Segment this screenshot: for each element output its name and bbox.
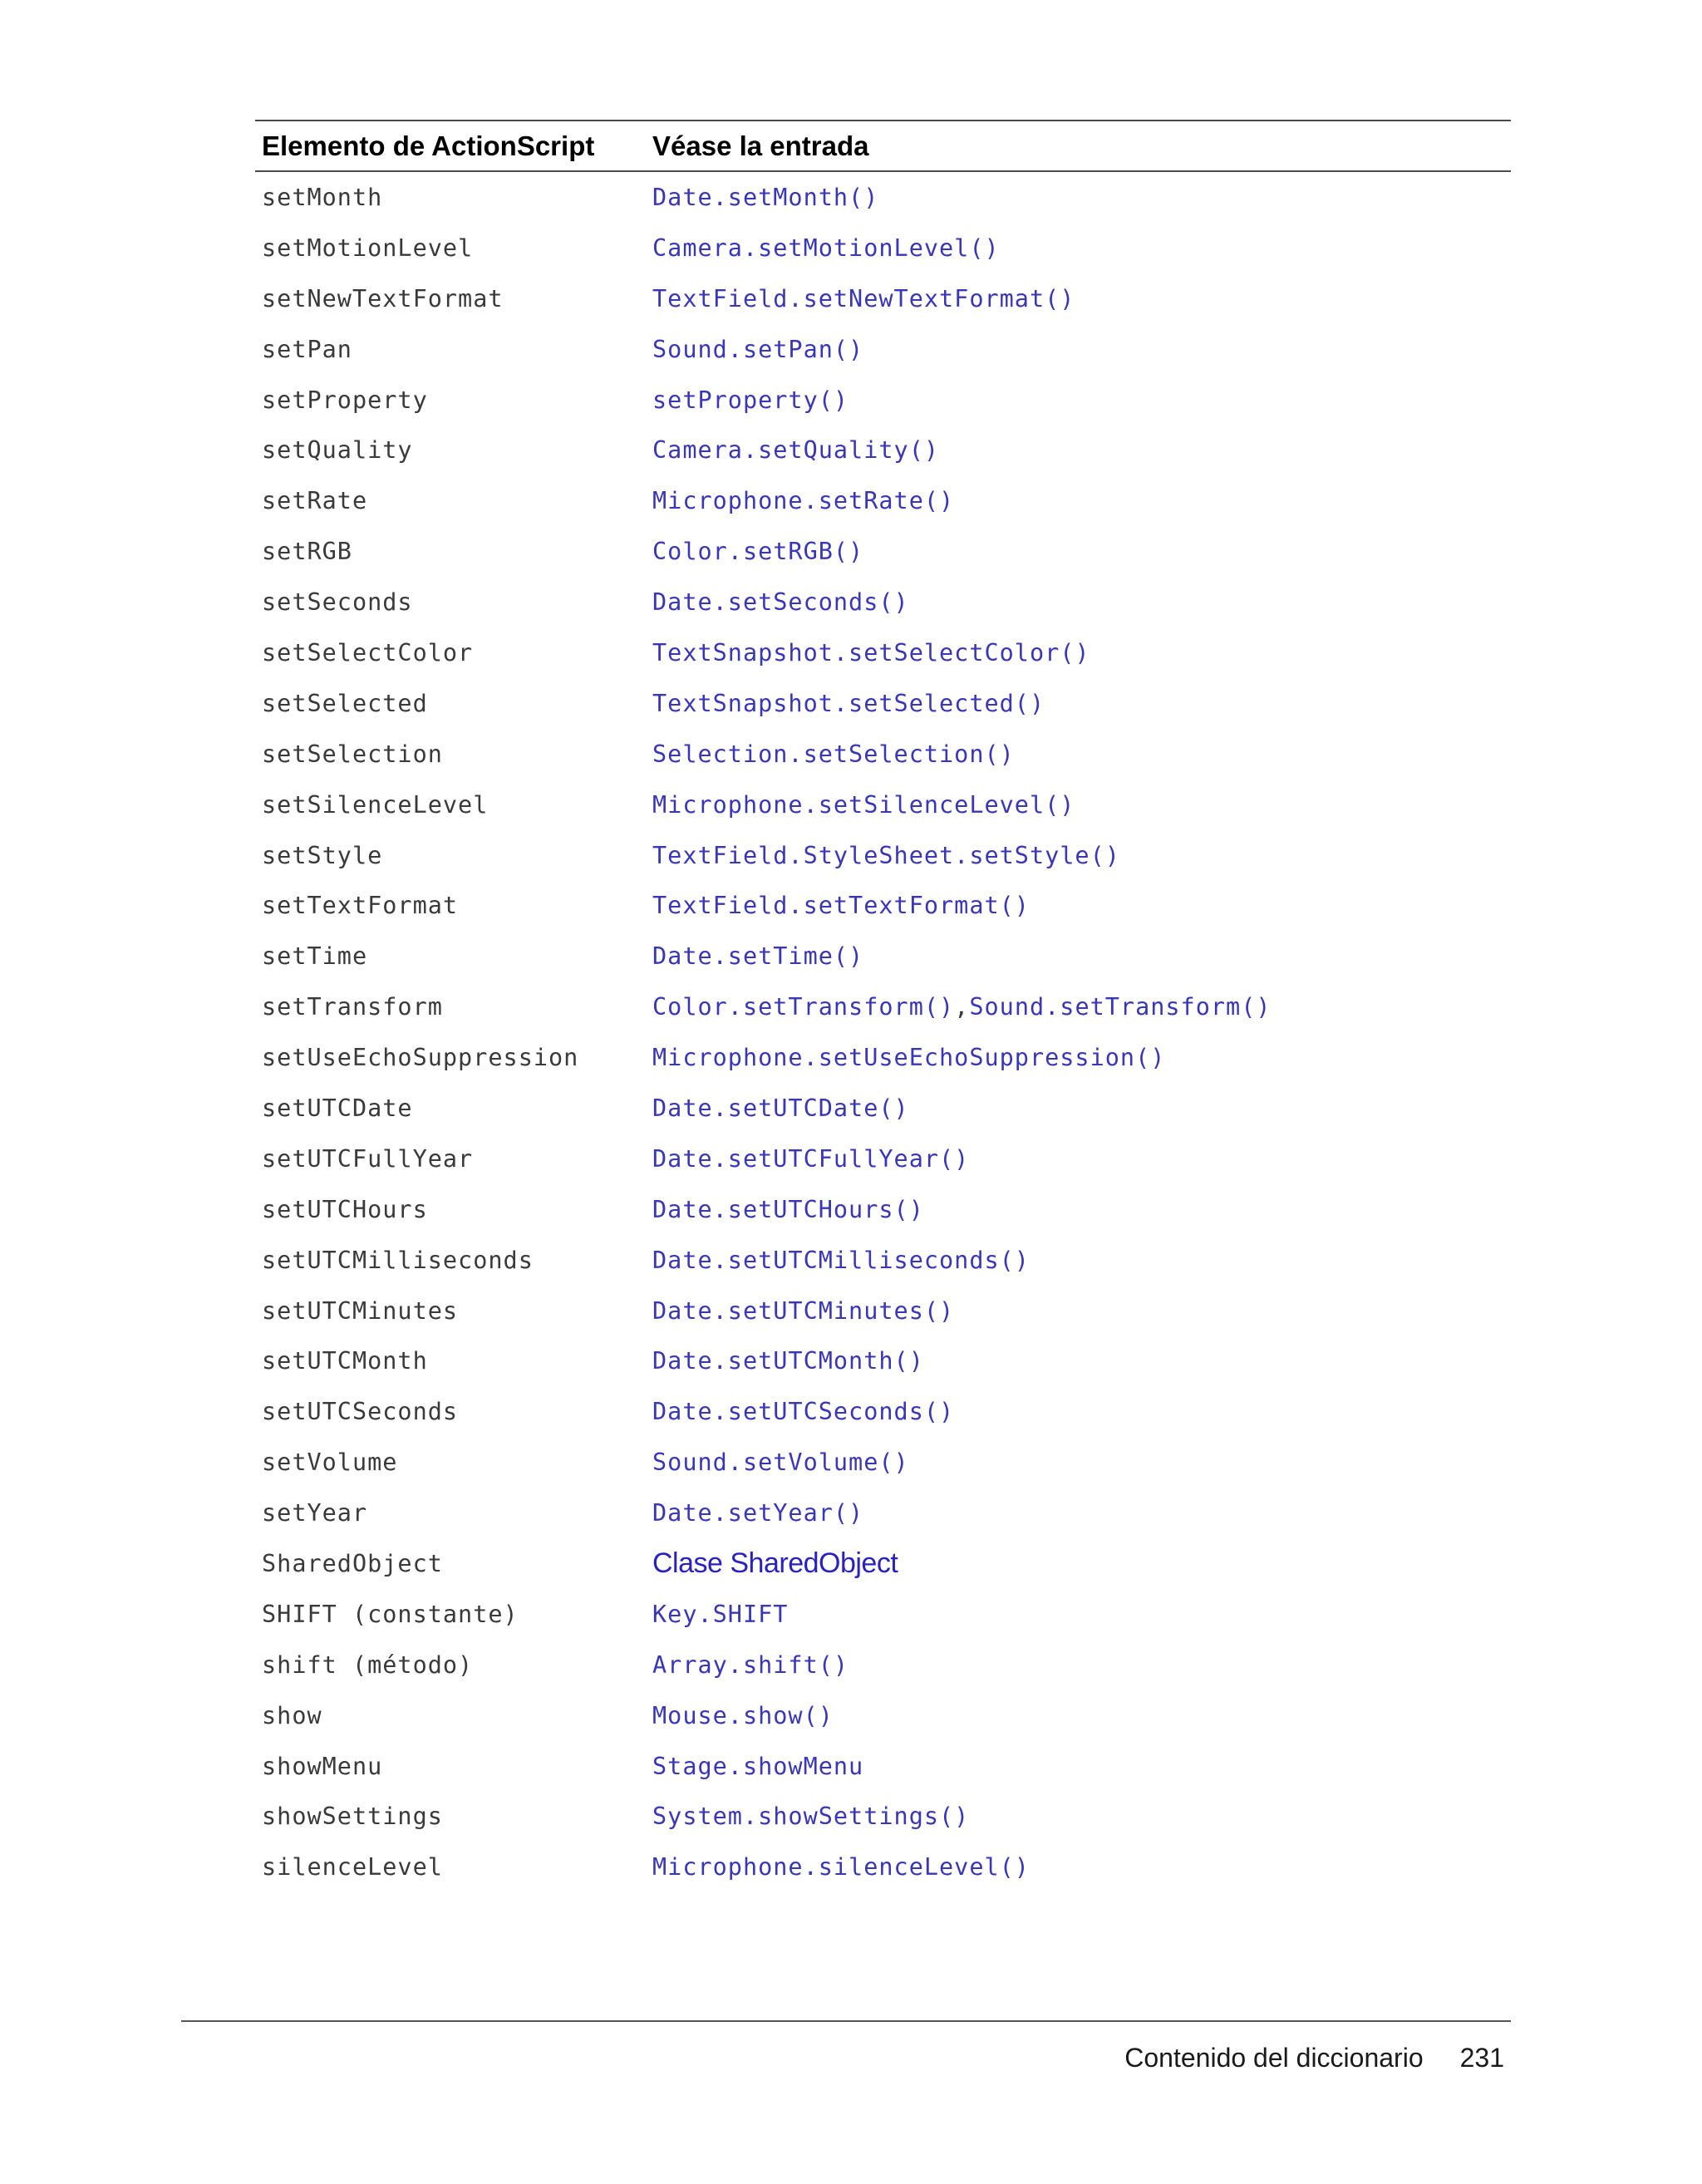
entry-link[interactable]: Selection.setSelection() (652, 740, 1015, 768)
table-row (255, 1690, 1511, 1741)
entry-link[interactable]: Date.setUTCSeconds() (652, 1398, 955, 1426)
entry-link[interactable]: Sound.setTransform() (969, 993, 1272, 1021)
element-name-cell: SharedObject (262, 1549, 443, 1577)
table-header (255, 120, 1511, 172)
element-name-cell: setSeconds (262, 588, 413, 617)
entry-link[interactable]: TextField.setNewTextFormat() (652, 284, 1075, 312)
see-entry-cell (652, 285, 1511, 312)
element-name-cell: setTextFormat (262, 892, 459, 920)
see-entry-cell (652, 1449, 1511, 1476)
element-name-cell: setUTCMonth (262, 1347, 428, 1375)
entry-link[interactable]: Date.setUTCDate() (652, 1094, 909, 1122)
table-row (255, 1640, 1511, 1690)
table-row (255, 1184, 1511, 1235)
table-row (255, 1488, 1511, 1538)
table-row (255, 375, 1511, 425)
element-name-cell: show (262, 1701, 322, 1729)
footer-divider (181, 2020, 1511, 2022)
element-name-cell: setMonth (262, 183, 383, 211)
table-row (255, 1286, 1511, 1336)
table-row (255, 526, 1511, 577)
element-name-cell: setQuality (262, 436, 413, 465)
see-entry-cell (652, 1547, 1511, 1580)
see-entry-cell (652, 892, 1511, 919)
element-name-cell: setUTCDate (262, 1094, 413, 1122)
entry-link[interactable]: Microphone.setSilenceLevel() (652, 790, 1075, 819)
table-row (255, 324, 1511, 375)
element-name-cell: setSilenceLevel (262, 790, 489, 819)
entry-link[interactable]: Microphone.setRate() (652, 487, 955, 515)
entry-link[interactable]: Color.setTransform() (652, 993, 955, 1021)
table-row (255, 425, 1511, 475)
entry-link[interactable]: Camera.setQuality() (652, 436, 940, 465)
see-entry-cell (652, 639, 1511, 667)
see-entry-cell (652, 184, 1511, 211)
entry-link[interactable]: Date.setUTCMinutes() (652, 1296, 955, 1325)
entry-link[interactable]: Date.setYear() (652, 1499, 864, 1527)
table-row (255, 1335, 1511, 1386)
see-entry-cell (652, 436, 1511, 464)
table-row (255, 627, 1511, 678)
table-row (255, 1134, 1511, 1184)
table-row (255, 1437, 1511, 1488)
element-name-cell: setVolume (262, 1449, 398, 1477)
entry-link[interactable]: setProperty() (652, 386, 849, 414)
entry-link[interactable]: Sound.setVolume() (652, 1449, 909, 1477)
entry-link[interactable]: Date.setUTCMilliseconds() (652, 1246, 1030, 1274)
table-row (255, 475, 1511, 526)
element-name-cell: setUTCHours (262, 1195, 428, 1223)
table-row (255, 780, 1511, 830)
see-entry-cell (652, 740, 1511, 768)
table-row (255, 1589, 1511, 1640)
table-row (255, 1741, 1511, 1792)
see-entry-cell (652, 1247, 1511, 1274)
see-entry-cell (652, 1853, 1511, 1881)
table-row (255, 830, 1511, 881)
table-row (255, 678, 1511, 729)
element-name-cell: shift (método) (262, 1650, 474, 1679)
element-name-cell: setSelectColor (262, 638, 474, 667)
element-name-cell: setRGB (262, 538, 352, 566)
table-row (255, 931, 1511, 981)
element-name-cell: silenceLevel (262, 1853, 443, 1881)
see-entry-cell (652, 1398, 1511, 1425)
see-entry-cell (652, 942, 1511, 970)
see-entry-cell (652, 1499, 1511, 1527)
entry-link[interactable]: Microphone.silenceLevel() (652, 1853, 1030, 1881)
entry-link[interactable]: System.showSettings() (652, 1803, 970, 1831)
see-entry-cell (652, 588, 1511, 616)
entry-link[interactable]: Date.setMonth() (652, 183, 879, 211)
table-row (255, 223, 1511, 273)
entry-link[interactable]: Key.SHIFT (652, 1600, 789, 1628)
table-row (255, 880, 1511, 931)
reference-table (255, 120, 1511, 1892)
entry-link[interactable]: Date.setUTCMonth() (652, 1347, 924, 1375)
header-element-column: Elemento de ActionScript (262, 130, 595, 161)
element-name-cell: setUTCMinutes (262, 1296, 459, 1325)
element-name-cell: setUTCSeconds (262, 1398, 459, 1426)
table-row (255, 1032, 1511, 1083)
entry-link[interactable]: Clase SharedObject (652, 1547, 898, 1579)
see-entry-cell (652, 1347, 1511, 1375)
see-entry-cell (652, 690, 1511, 717)
table-row (255, 1083, 1511, 1134)
element-name-cell: setProperty (262, 386, 428, 414)
table-row (255, 1792, 1511, 1842)
table-row (255, 273, 1511, 324)
element-name-cell: setRate (262, 487, 368, 515)
entry-link[interactable]: Camera.setMotionLevel() (652, 234, 1000, 262)
element-name-cell: setSelection (262, 740, 443, 768)
element-name-cell: showSettings (262, 1803, 443, 1831)
element-name-cell: setTime (262, 942, 368, 971)
see-entry-cell (652, 1094, 1511, 1122)
element-name-cell: setUTCFullYear (262, 1144, 474, 1173)
see-entry-cell (652, 993, 1511, 1021)
see-entry-cell (652, 1297, 1511, 1325)
table-row (255, 172, 1511, 223)
element-name-cell: showMenu (262, 1752, 383, 1780)
entry-link[interactable]: Date.setUTCHours() (652, 1195, 924, 1223)
element-name-cell: setSelected (262, 689, 428, 717)
entry-link[interactable]: TextSnapshot.setSelected() (652, 689, 1045, 717)
entry-link[interactable]: Microphone.setUseEchoSuppression() (652, 1044, 1166, 1072)
see-entry-cell (652, 1651, 1511, 1679)
see-entry-cell (652, 1803, 1511, 1830)
element-name-cell: setNewTextFormat (262, 284, 504, 312)
element-name-cell: setYear (262, 1499, 368, 1527)
page-footer (1124, 2043, 1504, 2073)
table-row (255, 981, 1511, 1032)
entry-link[interactable]: Array.shift() (652, 1650, 849, 1679)
see-entry-cell (652, 1753, 1511, 1780)
element-name-cell: setStyle (262, 841, 383, 869)
table-row (255, 1235, 1511, 1286)
entry-link[interactable]: TextField.StyleSheet.setStyle() (652, 841, 1120, 869)
see-entry-cell (652, 1196, 1511, 1223)
table-row (255, 1842, 1511, 1892)
entry-separator: , (954, 993, 970, 1021)
see-entry-cell (652, 234, 1511, 262)
see-entry-cell (652, 336, 1511, 363)
entry-link[interactable]: TextSnapshot.setSelectColor() (652, 638, 1090, 667)
table-row (255, 1538, 1511, 1589)
entry-link[interactable]: Date.setSeconds() (652, 588, 909, 617)
see-entry-cell (652, 386, 1511, 414)
table-row (255, 1386, 1511, 1437)
table-row (255, 729, 1511, 780)
entry-link[interactable]: TextField.setTextFormat() (652, 892, 1030, 920)
table-row (255, 577, 1511, 627)
see-entry-cell (652, 791, 1511, 819)
entry-link[interactable]: Stage.showMenu (652, 1752, 864, 1780)
page-number: 231 (1459, 2043, 1504, 2073)
element-name-cell: setMotionLevel (262, 234, 474, 262)
see-entry-cell (652, 487, 1511, 514)
element-name-cell: setTransform (262, 993, 443, 1021)
see-entry-cell (652, 1145, 1511, 1173)
see-entry-cell (652, 1601, 1511, 1628)
element-name-cell: setPan (262, 335, 352, 363)
entry-link[interactable]: Sound.setPan() (652, 335, 864, 363)
element-name-cell: SHIFT (constante) (262, 1600, 519, 1628)
see-entry-cell (652, 842, 1511, 869)
element-name-cell: setUTCMilliseconds (262, 1246, 534, 1274)
see-entry-cell (652, 1044, 1511, 1071)
element-name-cell: setUseEchoSuppression (262, 1044, 579, 1072)
table-body (255, 172, 1511, 1892)
see-entry-cell (652, 538, 1511, 565)
entry-link[interactable]: Color.setRGB() (652, 538, 864, 566)
entry-link[interactable]: Date.setTime() (652, 942, 864, 971)
entry-link[interactable]: Date.setUTCFullYear() (652, 1144, 970, 1173)
header-entry-column: Véase la entrada (652, 130, 869, 161)
footer-section-title: Contenido del diccionario (1124, 2043, 1424, 2073)
see-entry-cell (652, 1702, 1511, 1729)
entry-link[interactable]: Mouse.show() (652, 1701, 834, 1729)
